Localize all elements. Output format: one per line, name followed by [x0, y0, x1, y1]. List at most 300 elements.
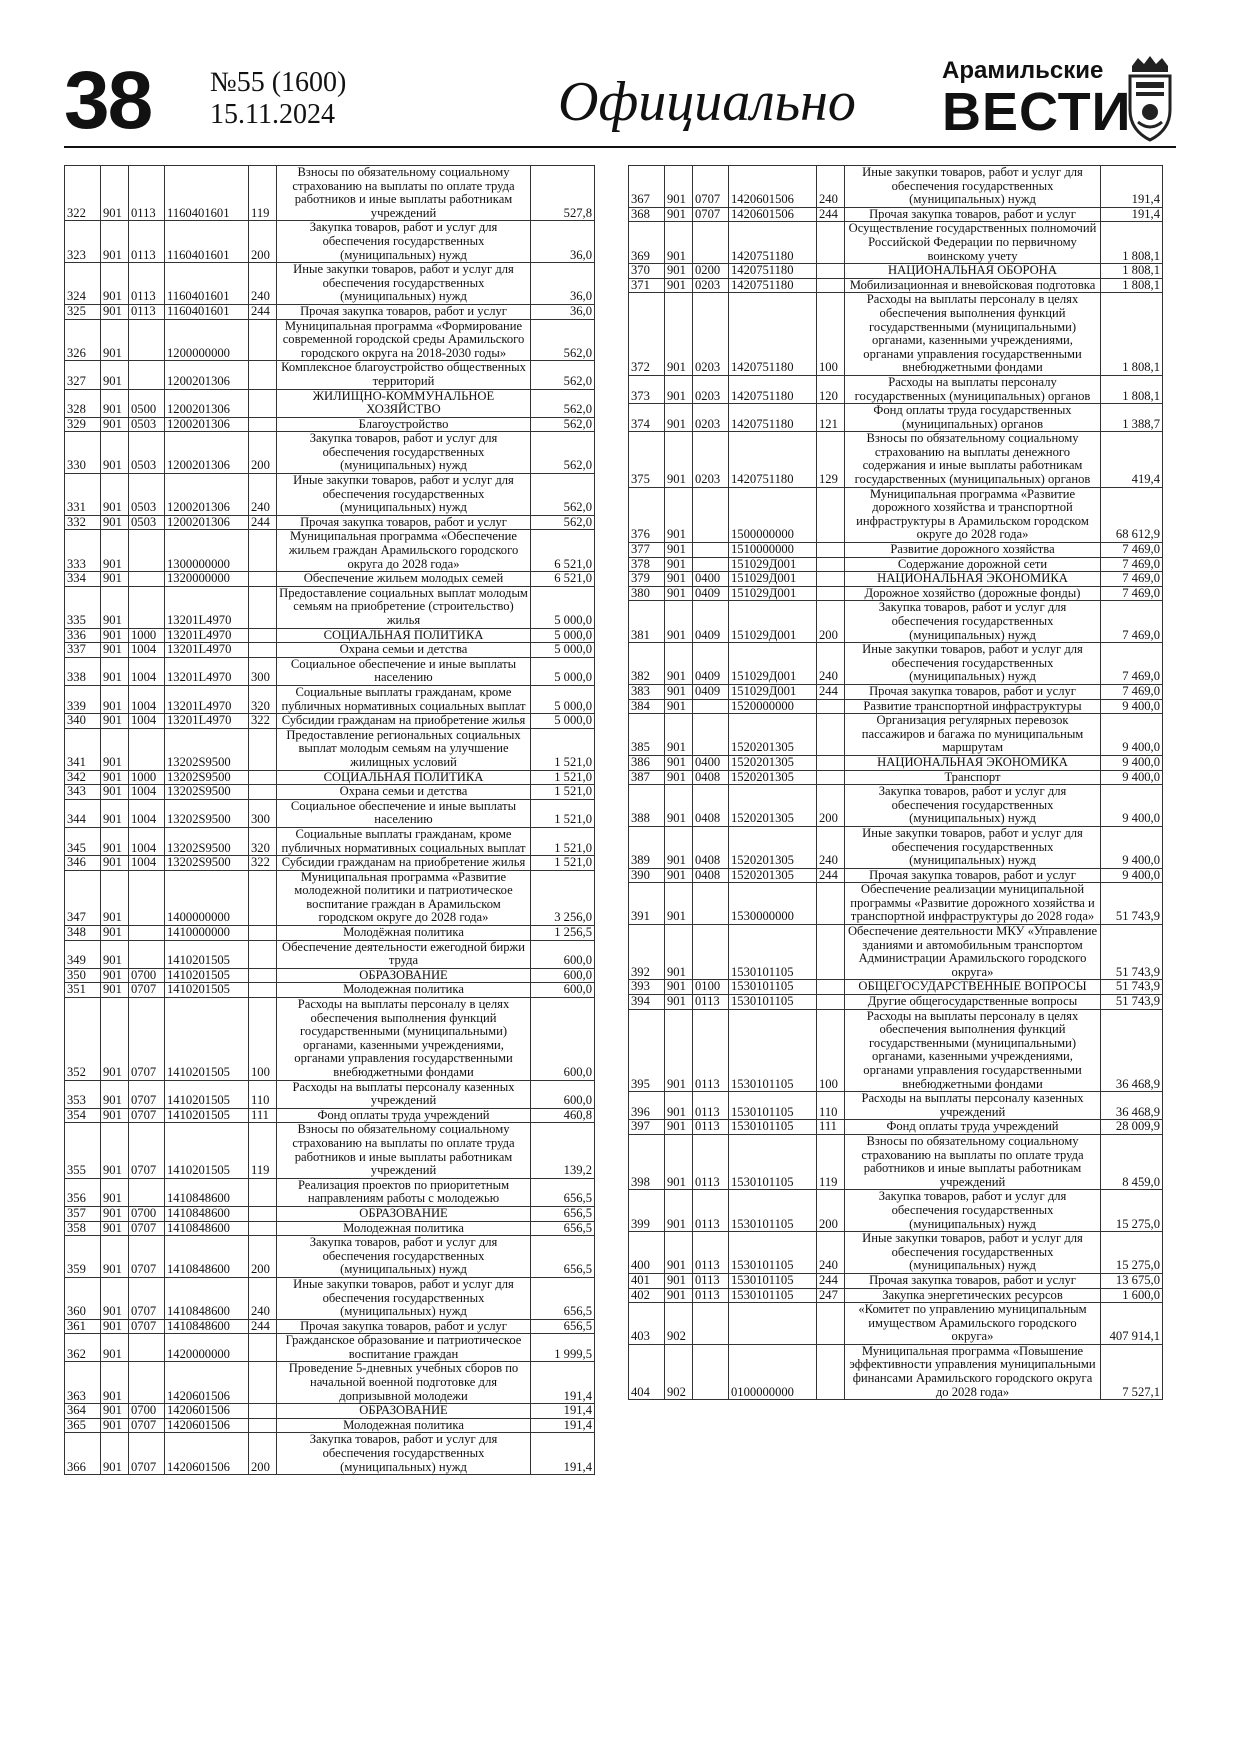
- row-number-cell: 337: [65, 643, 101, 658]
- row-number-cell: 393: [629, 980, 665, 995]
- department-code-cell: 901: [665, 166, 693, 208]
- amount-cell: 9 400,0: [1101, 770, 1163, 785]
- item-name-cell: Охрана семьи и детства: [277, 643, 531, 658]
- section-code-cell: 0503: [129, 474, 165, 516]
- table-row: [629, 222, 1163, 264]
- expense-type-cell: 244: [817, 868, 845, 883]
- target-article-cell: 13202S9500: [165, 728, 249, 770]
- item-name-cell: Предоставление социальных выплат молодым семьям на приобретение (строительство) жилья: [277, 586, 531, 628]
- expense-type-cell: [249, 1404, 277, 1419]
- table-row: [65, 1236, 595, 1278]
- row-number-cell: 338: [65, 657, 101, 685]
- section-title: Официально: [558, 71, 856, 133]
- target-article-cell: 1410201505: [165, 1123, 249, 1178]
- department-code-cell: 901: [101, 983, 129, 998]
- expense-type-cell: 240: [249, 263, 277, 305]
- table-row: [65, 530, 595, 572]
- item-name-cell: Транспорт: [845, 770, 1101, 785]
- expense-type-cell: 200: [817, 601, 845, 643]
- section-code-cell: 1004: [129, 799, 165, 827]
- table-row: [65, 515, 595, 530]
- table-row: [65, 1418, 595, 1433]
- target-article-cell: 1520000000: [729, 699, 817, 714]
- target-article-cell: 1420751180: [729, 222, 817, 264]
- section-code-cell: 0409: [693, 586, 729, 601]
- department-code-cell: 901: [101, 628, 129, 643]
- expense-type-cell: 300: [249, 657, 277, 685]
- item-name-cell: Обеспечение жильем молодых семей: [277, 572, 531, 587]
- table-row: [65, 474, 595, 516]
- section-code-cell: 0113: [129, 304, 165, 319]
- section-code-cell: 0707: [129, 1080, 165, 1108]
- row-number-cell: 329: [65, 417, 101, 432]
- target-article-cell: 1160401601: [165, 263, 249, 305]
- table-row: [65, 166, 595, 221]
- table-row: [629, 1009, 1163, 1092]
- amount-cell: 6 521,0: [531, 530, 595, 572]
- row-number-cell: 380: [629, 586, 665, 601]
- expense-type-cell: 200: [249, 1236, 277, 1278]
- expense-type-cell: 100: [817, 293, 845, 376]
- row-number-cell: 386: [629, 755, 665, 770]
- table-row: [629, 1273, 1163, 1288]
- item-name-cell: Расходы на выплаты персоналу в целях обеспечения выполнения функций государственными (муниципальными) органами, казенными учреждениями, органами управления государственными внебюджетными фондами: [277, 998, 531, 1081]
- target-article-cell: 1410201505: [165, 1108, 249, 1123]
- table-row: [629, 543, 1163, 558]
- amount-cell: 527,8: [531, 166, 595, 221]
- expense-type-cell: [249, 940, 277, 968]
- section-code-cell: 1000: [129, 628, 165, 643]
- expense-type-cell: 110: [249, 1080, 277, 1108]
- item-name-cell: Закупка товаров, работ и услуг для обеспечения государственных (муниципальных) нужд: [845, 1190, 1101, 1232]
- amount-cell: 600,0: [531, 968, 595, 983]
- expense-type-cell: [817, 222, 845, 264]
- section-code-cell: 0503: [129, 515, 165, 530]
- expense-type-cell: 200: [249, 221, 277, 263]
- section-code-cell: 0113: [693, 1009, 729, 1092]
- section-code-cell: 0409: [693, 643, 729, 685]
- section-code-cell: [129, 361, 165, 389]
- expense-type-cell: 119: [249, 166, 277, 221]
- target-article-cell: 1200201306: [165, 361, 249, 389]
- section-code-cell: 0113: [693, 1190, 729, 1232]
- expense-type-cell: [817, 1344, 845, 1399]
- row-number-cell: 327: [65, 361, 101, 389]
- row-number-cell: 390: [629, 868, 665, 883]
- section-code-cell: [693, 1344, 729, 1399]
- amount-cell: 562,0: [531, 417, 595, 432]
- page-number: 38: [64, 55, 152, 146]
- target-article-cell: 13202S9500: [165, 799, 249, 827]
- expense-type-cell: [249, 785, 277, 800]
- table-row: [629, 714, 1163, 756]
- table-row: [629, 572, 1163, 587]
- item-name-cell: Иные закупки товаров, работ и услуг для обеспечения государственных (муниципальных) нужд: [845, 826, 1101, 868]
- item-name-cell: СОЦИАЛЬНАЯ ПОЛИТИКА: [277, 628, 531, 643]
- expense-type-cell: [249, 530, 277, 572]
- item-name-cell: Прочая закупка товаров, работ и услуг: [277, 515, 531, 530]
- row-number-cell: 400: [629, 1232, 665, 1274]
- table-row: [629, 487, 1163, 542]
- table-row: [65, 572, 595, 587]
- section-code-cell: 0409: [693, 684, 729, 699]
- row-number-cell: 324: [65, 263, 101, 305]
- expense-type-cell: [249, 319, 277, 361]
- section-code-cell: 0503: [129, 417, 165, 432]
- expense-type-cell: 322: [249, 856, 277, 871]
- department-code-cell: 901: [101, 1433, 129, 1475]
- item-name-cell: Взносы по обязательному социальному страхованию на выплаты по оплате труда работников и иные выплаты работникам учреждений: [277, 1123, 531, 1178]
- expense-type-cell: 240: [249, 1277, 277, 1319]
- section-code-cell: 0400: [693, 755, 729, 770]
- expense-type-cell: 200: [817, 1190, 845, 1232]
- table-row: [629, 1288, 1163, 1303]
- section-code-cell: [693, 543, 729, 558]
- target-article-cell: 1410201505: [165, 998, 249, 1081]
- target-article-cell: 1200201306: [165, 417, 249, 432]
- department-code-cell: 901: [101, 389, 129, 417]
- row-number-cell: 350: [65, 968, 101, 983]
- item-name-cell: Иные закупки товаров, работ и услуг для обеспечения государственных (муниципальных) нужд: [277, 1277, 531, 1319]
- row-number-cell: 335: [65, 586, 101, 628]
- amount-cell: 7 469,0: [1101, 572, 1163, 587]
- item-name-cell: Муниципальная программа «Развитие молодежной политики и патриотическое воспитание граждан в Арамильском городском округе до 2028 года»: [277, 870, 531, 925]
- target-article-cell: 1530101105: [729, 1273, 817, 1288]
- item-name-cell: Молодежная политика: [277, 983, 531, 998]
- row-number-cell: 392: [629, 925, 665, 980]
- row-number-cell: 388: [629, 785, 665, 827]
- department-code-cell: 901: [665, 995, 693, 1010]
- target-article-cell: 1420751180: [729, 404, 817, 432]
- amount-cell: 1 388,7: [1101, 404, 1163, 432]
- table-row: [65, 940, 595, 968]
- table-row: [65, 1221, 595, 1236]
- section-code-cell: 0700: [129, 1206, 165, 1221]
- amount-cell: 1 808,1: [1101, 375, 1163, 403]
- expense-type-cell: 320: [249, 685, 277, 713]
- section-code-cell: [129, 940, 165, 968]
- section-code-cell: [129, 530, 165, 572]
- row-number-cell: 346: [65, 856, 101, 871]
- amount-cell: 7 469,0: [1101, 643, 1163, 685]
- target-article-cell: 1410201505: [165, 968, 249, 983]
- table-row: [65, 714, 595, 729]
- section-code-cell: [693, 883, 729, 925]
- item-name-cell: Содержание дорожной сети: [845, 557, 1101, 572]
- item-name-cell: Субсидии гражданам на приобретение жилья: [277, 856, 531, 871]
- item-name-cell: Взносы по обязательному социальному страхованию на выплаты по оплате труда работников и иные выплаты работникам учреждений: [277, 166, 531, 221]
- department-code-cell: 901: [665, 207, 693, 222]
- department-code-cell: 901: [101, 926, 129, 941]
- section-code-cell: [693, 699, 729, 714]
- department-code-cell: 901: [101, 432, 129, 474]
- expense-type-cell: 240: [249, 474, 277, 516]
- target-article-cell: 1160401601: [165, 166, 249, 221]
- section-code-cell: [693, 222, 729, 264]
- expense-type-cell: [817, 543, 845, 558]
- department-code-cell: 901: [101, 685, 129, 713]
- row-number-cell: 404: [629, 1344, 665, 1399]
- target-article-cell: 1410848600: [165, 1221, 249, 1236]
- amount-cell: 9 400,0: [1101, 699, 1163, 714]
- target-article-cell: 1530101105: [729, 1232, 817, 1274]
- expense-type-cell: [249, 770, 277, 785]
- item-name-cell: Молодёжная политика: [277, 926, 531, 941]
- expense-type-cell: [817, 714, 845, 756]
- department-code-cell: 901: [101, 1221, 129, 1236]
- section-code-cell: 0409: [693, 601, 729, 643]
- item-name-cell: Обеспечение реализации муниципальной программы «Развитие дорожного хозяйства и транспортной инфраструктуры до 2028 года»: [845, 883, 1101, 925]
- department-code-cell: 901: [665, 586, 693, 601]
- expense-type-cell: [249, 968, 277, 983]
- table-row: [65, 628, 595, 643]
- amount-cell: 600,0: [531, 940, 595, 968]
- amount-cell: 1 808,1: [1101, 278, 1163, 293]
- row-number-cell: 363: [65, 1362, 101, 1404]
- section-code-cell: 0113: [693, 1288, 729, 1303]
- department-code-cell: 901: [101, 1334, 129, 1362]
- table-row: [629, 1344, 1163, 1399]
- amount-cell: 656,5: [531, 1236, 595, 1278]
- table-row: [65, 827, 595, 855]
- amount-cell: 5 000,0: [531, 714, 595, 729]
- item-name-cell: Муниципальная программа «Формирование современной городской среды Арамильского городского округа на 2018-2030 годы»: [277, 319, 531, 361]
- amount-cell: 419,4: [1101, 432, 1163, 487]
- amount-cell: 562,0: [531, 515, 595, 530]
- row-number-cell: 370: [629, 264, 665, 279]
- department-code-cell: 901: [665, 1273, 693, 1288]
- amount-cell: 139,2: [531, 1123, 595, 1178]
- target-article-cell: 1410848600: [165, 1236, 249, 1278]
- table-row: [629, 995, 1163, 1010]
- item-name-cell: Расходы на выплаты персоналу государственных (муниципальных) органов: [845, 375, 1101, 403]
- amount-cell: 6 521,0: [531, 572, 595, 587]
- department-code-cell: 901: [101, 319, 129, 361]
- row-number-cell: 391: [629, 883, 665, 925]
- item-name-cell: Иные закупки товаров, работ и услуг для обеспечения государственных (муниципальных) нужд: [277, 474, 531, 516]
- table-row: [629, 925, 1163, 980]
- amount-cell: 191,4: [1101, 207, 1163, 222]
- section-code-cell: 0408: [693, 770, 729, 785]
- target-article-cell: 1200201306: [165, 432, 249, 474]
- target-article-cell: 13201L4970: [165, 586, 249, 628]
- amount-cell: 1 521,0: [531, 827, 595, 855]
- amount-cell: 51 743,9: [1101, 995, 1163, 1010]
- row-number-cell: 353: [65, 1080, 101, 1108]
- item-name-cell: Субсидии гражданам на приобретение жилья: [277, 714, 531, 729]
- table-row: [65, 304, 595, 319]
- amount-cell: 3 256,0: [531, 870, 595, 925]
- row-number-cell: 357: [65, 1206, 101, 1221]
- department-code-cell: 901: [101, 221, 129, 263]
- row-number-cell: 396: [629, 1092, 665, 1120]
- item-name-cell: ОБЩЕГОСУДАРСТВЕННЫЕ ВОПРОСЫ: [845, 980, 1101, 995]
- row-number-cell: 369: [629, 222, 665, 264]
- section-code-cell: [129, 1334, 165, 1362]
- row-number-cell: 364: [65, 1404, 101, 1419]
- expense-type-cell: 200: [249, 1433, 277, 1475]
- amount-cell: 1 808,1: [1101, 264, 1163, 279]
- amount-cell: 656,5: [531, 1277, 595, 1319]
- department-code-cell: 902: [665, 1344, 693, 1399]
- target-article-cell: 1520201305: [729, 755, 817, 770]
- table-row: [629, 883, 1163, 925]
- target-article-cell: 1530101105: [729, 1092, 817, 1120]
- table-row: [629, 826, 1163, 868]
- item-name-cell: ЖИЛИЩНО-КОММУНАЛЬНОЕ ХОЗЯЙСТВО: [277, 389, 531, 417]
- target-article-cell: 1520201305: [729, 714, 817, 756]
- expense-type-cell: [249, 983, 277, 998]
- table-row: [629, 375, 1163, 403]
- row-number-cell: 333: [65, 530, 101, 572]
- expense-type-cell: [817, 1303, 845, 1345]
- table-row: [629, 404, 1163, 432]
- row-number-cell: 352: [65, 998, 101, 1081]
- target-article-cell: 1320000000: [165, 572, 249, 587]
- expense-type-cell: 100: [817, 1009, 845, 1092]
- amount-cell: 5 000,0: [531, 643, 595, 658]
- target-article-cell: 1410201505: [165, 983, 249, 998]
- row-number-cell: 343: [65, 785, 101, 800]
- row-number-cell: 326: [65, 319, 101, 361]
- amount-cell: 1 521,0: [531, 856, 595, 871]
- item-name-cell: Прочая закупка товаров, работ и услуг: [845, 207, 1101, 222]
- header-rule: [64, 146, 1176, 148]
- expense-type-cell: [817, 264, 845, 279]
- section-code-cell: 0408: [693, 785, 729, 827]
- department-code-cell: 901: [101, 1418, 129, 1433]
- table-row: [65, 1206, 595, 1221]
- section-code-cell: [129, 728, 165, 770]
- department-code-cell: 901: [101, 474, 129, 516]
- section-code-cell: 1000: [129, 770, 165, 785]
- table-row: [65, 856, 595, 871]
- target-article-cell: 1420601506: [165, 1404, 249, 1419]
- row-number-cell: 344: [65, 799, 101, 827]
- issue-number: №55 (1600): [210, 67, 347, 98]
- section-code-cell: 0203: [693, 404, 729, 432]
- expense-type-cell: 119: [817, 1134, 845, 1189]
- item-name-cell: Фонд оплаты труда учреждений: [845, 1120, 1101, 1135]
- section-code-cell: 0707: [129, 1418, 165, 1433]
- expense-type-cell: [249, 1418, 277, 1433]
- expense-type-cell: [817, 487, 845, 542]
- item-name-cell: Прочая закупка товаров, работ и услуг: [845, 684, 1101, 699]
- expense-type-cell: [817, 980, 845, 995]
- row-number-cell: 340: [65, 714, 101, 729]
- department-code-cell: 901: [665, 826, 693, 868]
- target-article-cell: 1200201306: [165, 474, 249, 516]
- section-code-cell: 0707: [129, 1433, 165, 1475]
- table-row: [65, 1433, 595, 1475]
- department-code-cell: 901: [101, 1123, 129, 1178]
- section-code-cell: 0113: [693, 1092, 729, 1120]
- department-code-cell: 901: [101, 657, 129, 685]
- item-name-cell: Закупка товаров, работ и услуг для обеспечения государственных (муниципальных) нужд: [277, 1236, 531, 1278]
- target-article-cell: 1200201306: [165, 389, 249, 417]
- department-code-cell: 901: [101, 586, 129, 628]
- department-code-cell: 901: [665, 375, 693, 403]
- amount-cell: 191,4: [531, 1362, 595, 1404]
- item-name-cell: Молодежная политика: [277, 1418, 531, 1433]
- item-name-cell: Обеспечение деятельности ежегодной биржи труда: [277, 940, 531, 968]
- row-number-cell: 378: [629, 557, 665, 572]
- expense-type-cell: 129: [817, 432, 845, 487]
- department-code-cell: 901: [101, 1319, 129, 1334]
- section-code-cell: 0113: [693, 995, 729, 1010]
- expense-type-cell: 300: [249, 799, 277, 827]
- section-code-cell: 0200: [693, 264, 729, 279]
- amount-cell: 68 612,9: [1101, 487, 1163, 542]
- section-code-cell: 0700: [129, 968, 165, 983]
- target-article-cell: 1520201305: [729, 868, 817, 883]
- amount-cell: 15 275,0: [1101, 1190, 1163, 1232]
- table-row: [65, 1334, 595, 1362]
- department-code-cell: 901: [665, 404, 693, 432]
- target-article-cell: 1420751180: [729, 264, 817, 279]
- row-number-cell: 339: [65, 685, 101, 713]
- department-code-cell: 901: [101, 799, 129, 827]
- target-article-cell: 1160401601: [165, 304, 249, 319]
- row-number-cell: 331: [65, 474, 101, 516]
- section-code-cell: 0203: [693, 375, 729, 403]
- item-name-cell: Прочая закупка товаров, работ и услуг: [845, 1273, 1101, 1288]
- item-name-cell: Закупка товаров, работ и услуг для обеспечения государственных (муниципальных) нужд: [845, 785, 1101, 827]
- target-article-cell: 13201L4970: [165, 685, 249, 713]
- row-number-cell: 398: [629, 1134, 665, 1189]
- amount-cell: 9 400,0: [1101, 755, 1163, 770]
- section-code-cell: 0707: [129, 1319, 165, 1334]
- table-row: [629, 432, 1163, 487]
- item-name-cell: Расходы на выплаты персоналу в целях обеспечения выполнения функций государственными (муниципальными) органами, казенными учреждениями, органами управления государственными внебюджетными фондами: [845, 293, 1101, 376]
- row-number-cell: 362: [65, 1334, 101, 1362]
- page-header: [64, 56, 1176, 146]
- target-article-cell: 151029Д001: [729, 601, 817, 643]
- issue-date: 15.11.2024: [210, 99, 335, 130]
- target-article-cell: 1410201505: [165, 940, 249, 968]
- table-row: [65, 657, 595, 685]
- section-code-cell: [129, 926, 165, 941]
- item-name-cell: Комплексное благоустройство общественных территорий: [277, 361, 531, 389]
- target-article-cell: 0100000000: [729, 1344, 817, 1399]
- item-name-cell: Фонд оплаты труда учреждений: [277, 1108, 531, 1123]
- target-article-cell: 1160401601: [165, 221, 249, 263]
- row-number-cell: 332: [65, 515, 101, 530]
- department-code-cell: 901: [101, 417, 129, 432]
- row-number-cell: 334: [65, 572, 101, 587]
- table-row: [65, 1108, 595, 1123]
- amount-cell: 656,5: [531, 1221, 595, 1236]
- expense-type-cell: [817, 699, 845, 714]
- amount-cell: 15 275,0: [1101, 1232, 1163, 1274]
- amount-cell: 5 000,0: [531, 586, 595, 628]
- item-name-cell: Социальные выплаты гражданам, кроме публичных нормативных социальных выплат: [277, 827, 531, 855]
- row-number-cell: 394: [629, 995, 665, 1010]
- target-article-cell: 1500000000: [729, 487, 817, 542]
- item-name-cell: Закупка энергетических ресурсов: [845, 1288, 1101, 1303]
- department-code-cell: 901: [665, 601, 693, 643]
- section-code-cell: 0707: [693, 207, 729, 222]
- table-row: [629, 166, 1163, 208]
- row-number-cell: 354: [65, 1108, 101, 1123]
- section-code-cell: 0707: [129, 1277, 165, 1319]
- department-code-cell: 901: [665, 1009, 693, 1092]
- target-article-cell: 13201L4970: [165, 628, 249, 643]
- item-name-cell: Иные закупки товаров, работ и услуг для обеспечения государственных (муниципальных) нужд: [845, 1232, 1101, 1274]
- section-code-cell: [693, 1303, 729, 1345]
- table-row: [65, 389, 595, 417]
- department-code-cell: 901: [101, 1236, 129, 1278]
